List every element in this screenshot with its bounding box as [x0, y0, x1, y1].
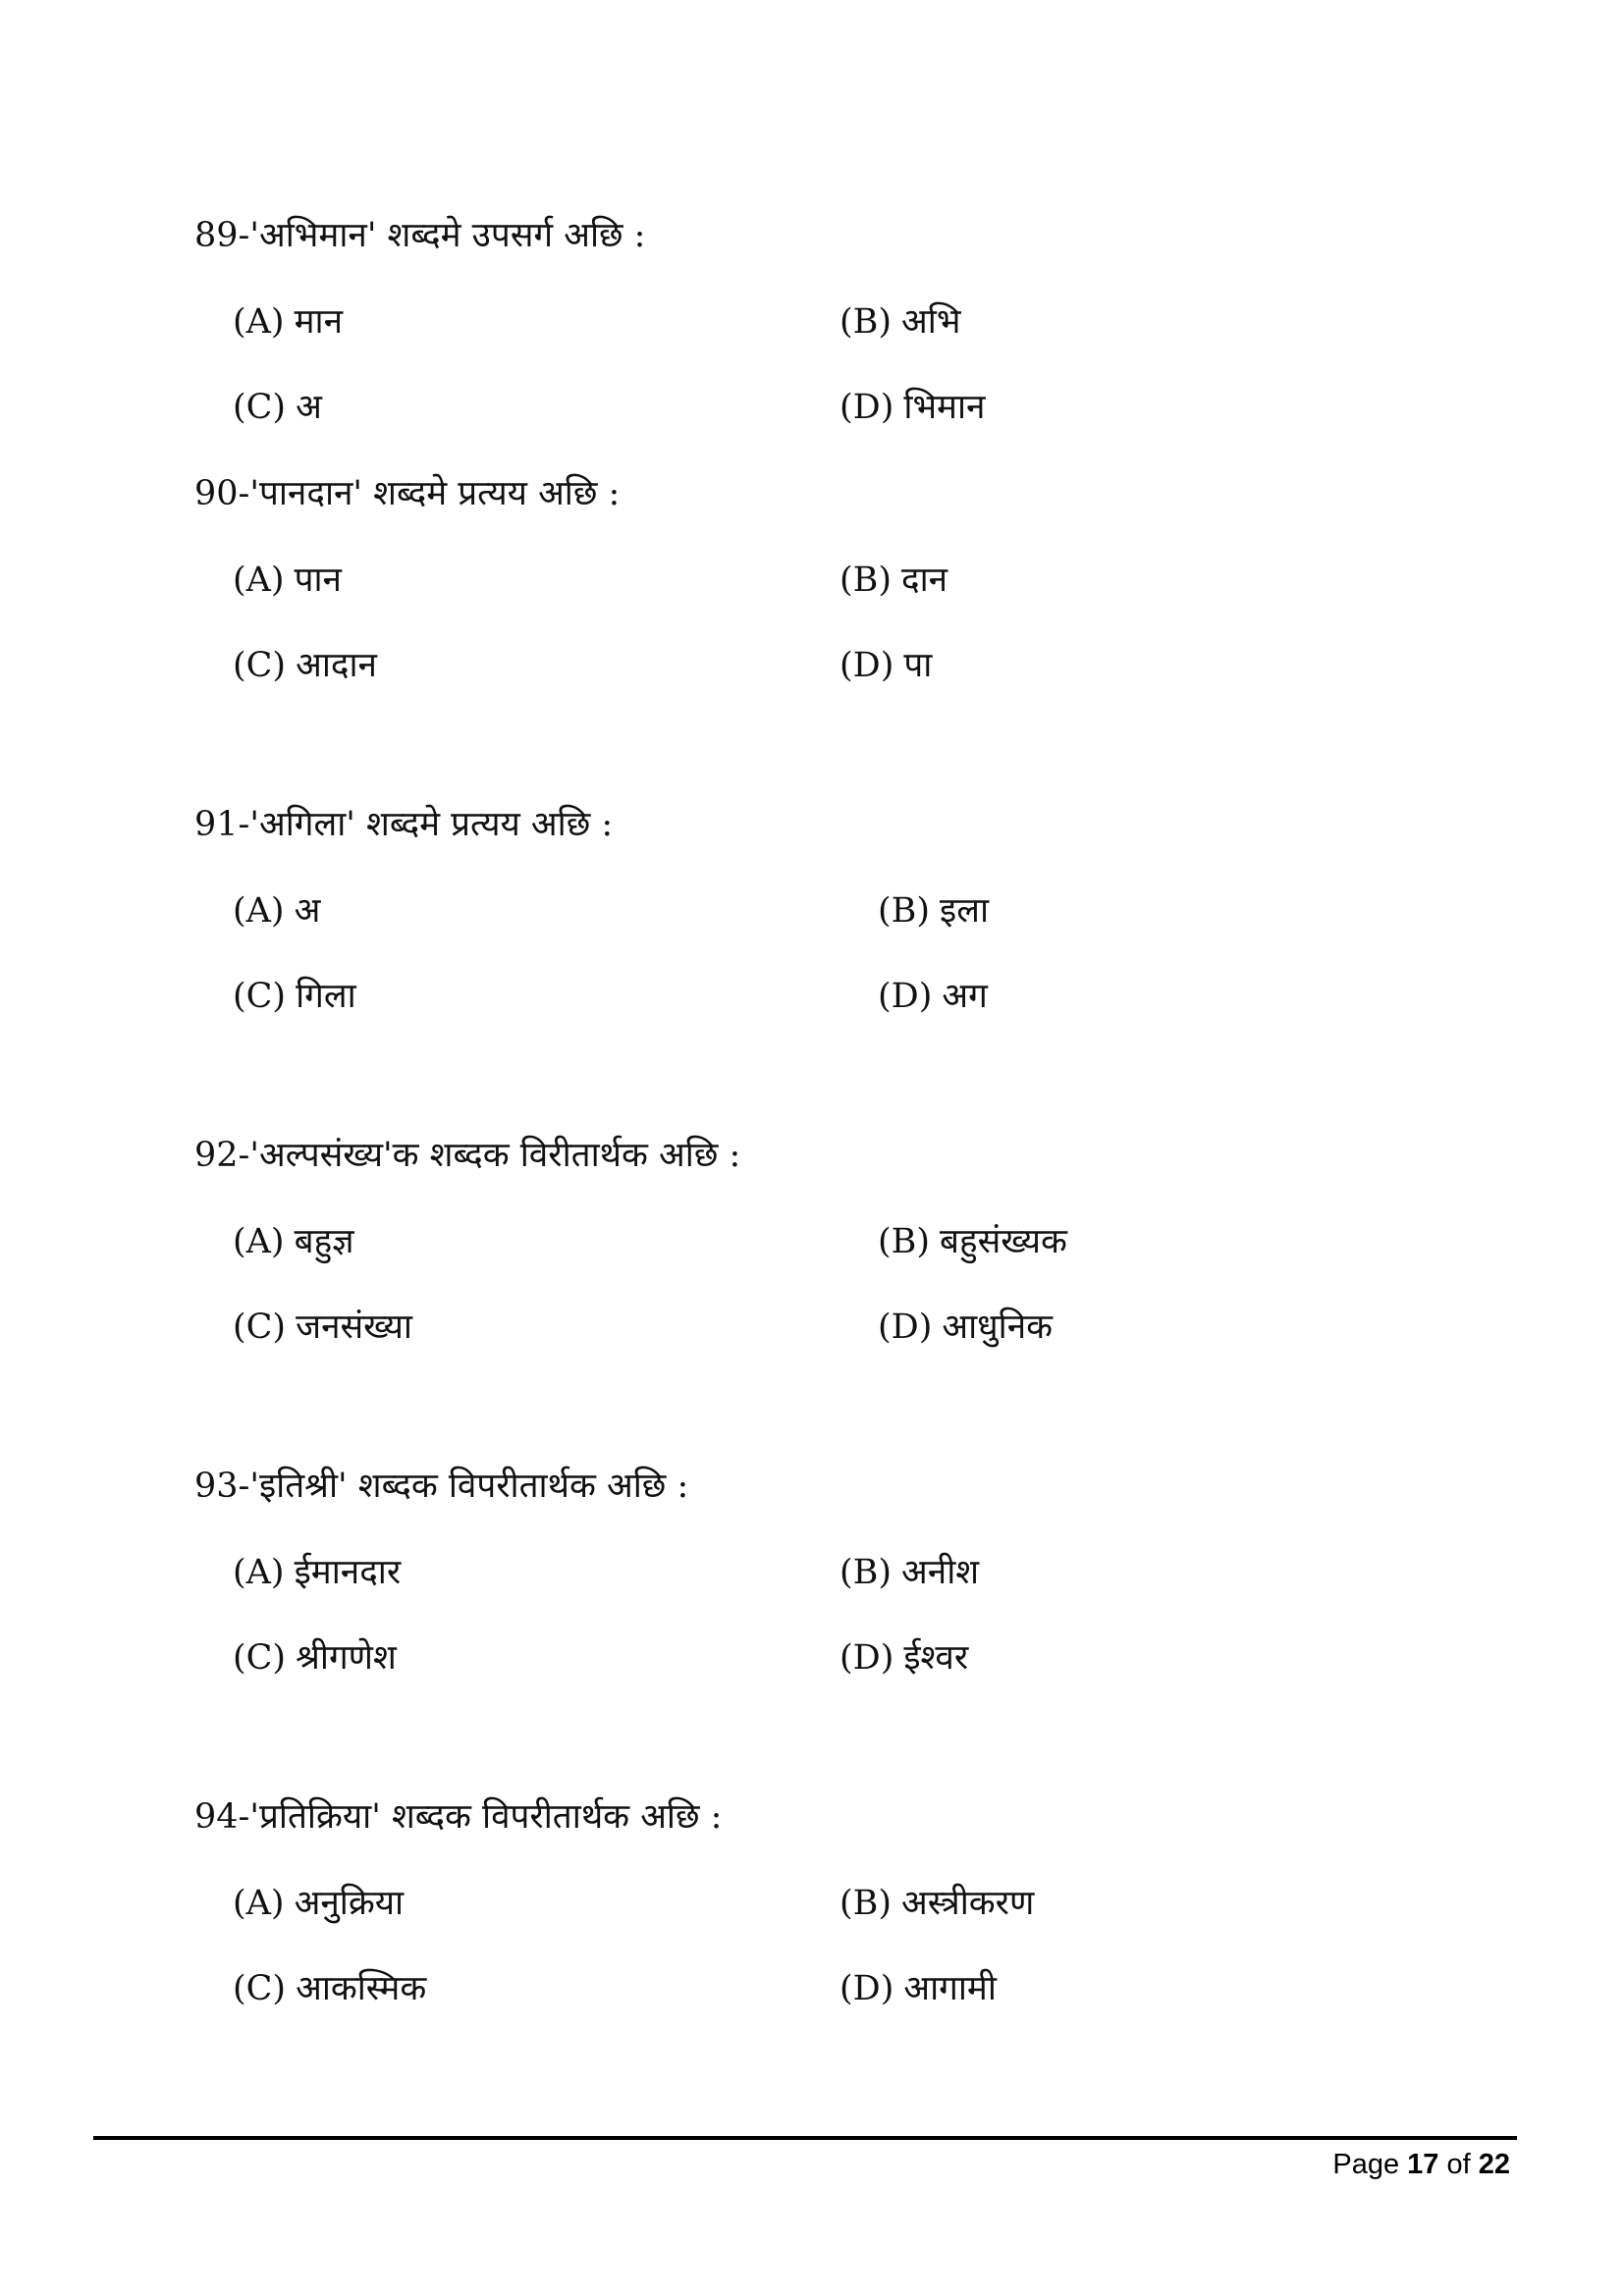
option-text: पा: [903, 646, 933, 685]
question-stem: 90-'पानदान' शब्दमे प्रत्यय अछि :: [194, 474, 621, 513]
option-a: [233, 1551, 401, 1594]
current-page: 17: [1407, 2149, 1439, 2180]
option-letter: (D): [839, 1638, 894, 1678]
option-text: दान: [901, 561, 948, 600]
question-stem: 91-'अगिला' शब्दमे प्रत्यय अछि :: [194, 805, 614, 844]
of-word: of: [1446, 2149, 1471, 2180]
option-letter: (A): [233, 561, 285, 600]
option-text: अ: [296, 388, 322, 427]
option-text: इला: [940, 891, 990, 931]
option-text: अग: [942, 977, 988, 1016]
option-b: [839, 559, 947, 602]
option-d: [839, 386, 985, 429]
option-letter: (C): [233, 1638, 287, 1678]
option-letter: (C): [233, 646, 287, 685]
option-text: जनसंख्या: [296, 1308, 412, 1347]
option-text: भिमान: [903, 388, 986, 427]
option-text: आकस्मिक: [296, 1969, 427, 2008]
question-stem: 92-'अल्पसंख्य'क शब्दक विरीतार्थक अछि :: [194, 1136, 741, 1175]
option-text: आगामी: [903, 1969, 997, 2008]
option-text: मान: [294, 302, 344, 342]
option-text: बहुसंख्यक: [940, 1222, 1067, 1261]
option-letter: (A): [233, 1222, 285, 1261]
footer-divider: [93, 2136, 1517, 2140]
option-d: [878, 1306, 1053, 1349]
option-b: [878, 1220, 1067, 1263]
option-text: अभि: [901, 302, 961, 342]
option-text: पान: [294, 561, 342, 600]
option-letter: (A): [233, 1884, 285, 1923]
option-a: [233, 559, 342, 602]
option-d: [878, 975, 988, 1018]
option-letter: (C): [233, 977, 287, 1016]
page-number: [1332, 2147, 1510, 2182]
question-stem: 94-'प्रतिक्रिया' शब्दक विपरीतार्थक अछि :: [194, 1797, 723, 1837]
option-letter: (B): [878, 891, 931, 931]
option-b: [839, 1551, 979, 1594]
option-letter: (D): [878, 1308, 933, 1347]
option-a: [233, 1882, 404, 1925]
option-d: [839, 1967, 997, 2010]
option-c: [233, 1306, 412, 1349]
option-letter: (C): [233, 1969, 287, 2008]
option-text: गिला: [296, 977, 356, 1016]
option-letter: (D): [839, 646, 894, 685]
total-pages: 22: [1478, 2149, 1510, 2180]
option-a: [233, 889, 320, 933]
option-b: [839, 1882, 1034, 1925]
option-text: आधुनिक: [942, 1308, 1054, 1347]
option-d: [839, 1636, 968, 1680]
option-text: आदान: [296, 646, 377, 685]
option-letter: (B): [878, 1222, 931, 1261]
option-c: [233, 644, 377, 687]
option-letter: (C): [233, 1308, 287, 1347]
option-text: अस्त्रीकरण: [901, 1884, 1035, 1923]
option-text: अनीश: [901, 1553, 980, 1592]
option-b: [878, 889, 989, 933]
option-letter: (C): [233, 388, 287, 427]
option-text: बहुज्ञ: [294, 1222, 354, 1261]
option-text: अ: [294, 891, 321, 931]
option-text: ईश्वर: [903, 1638, 969, 1678]
option-b: [839, 300, 960, 344]
option-text: श्रीगणेश: [296, 1638, 397, 1678]
option-letter: (B): [839, 561, 893, 600]
option-letter: (B): [839, 1884, 893, 1923]
option-letter: (A): [233, 891, 285, 931]
option-text: ईमानदार: [294, 1553, 402, 1592]
option-letter: (B): [839, 1553, 893, 1592]
option-text: अनुक्रिया: [294, 1884, 405, 1923]
page-word: Page: [1332, 2149, 1400, 2180]
option-letter: (D): [878, 977, 933, 1016]
option-a: [233, 1220, 354, 1263]
option-letter: (B): [839, 302, 893, 342]
option-letter: (D): [839, 388, 894, 427]
option-a: [233, 300, 343, 344]
option-c: [233, 386, 322, 429]
question-stem: 93-'इतिश्री' शब्दक विपरीतार्थक अछि :: [194, 1467, 689, 1506]
option-d: [839, 644, 932, 687]
option-c: [233, 1636, 397, 1680]
option-letter: (A): [233, 302, 285, 342]
option-letter: (A): [233, 1553, 285, 1592]
option-c: [233, 975, 356, 1018]
option-c: [233, 1967, 426, 2010]
option-letter: (D): [839, 1969, 894, 2008]
question-stem: 89-'अभिमान' शब्दमे उपसर्ग अछि :: [194, 216, 646, 255]
